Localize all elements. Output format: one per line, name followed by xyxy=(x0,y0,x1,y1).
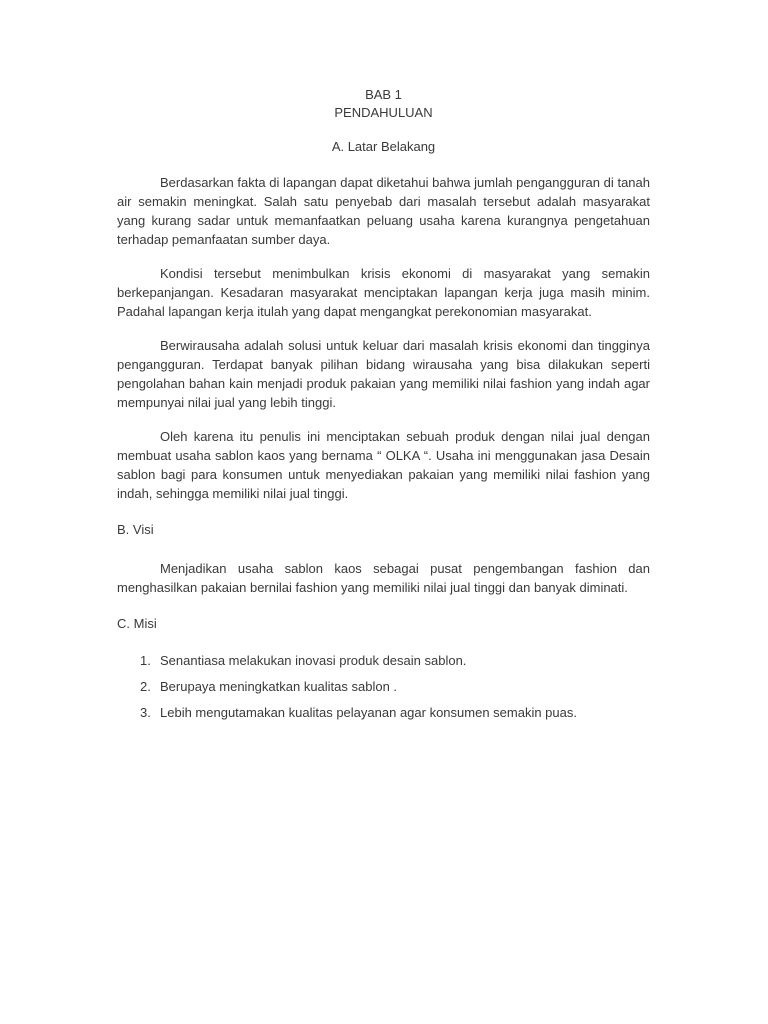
list-item xyxy=(117,652,650,670)
list-item-number: 1. xyxy=(140,653,151,668)
chapter-title: PENDAHULUAN xyxy=(334,105,433,120)
section-b-heading: B. Visi xyxy=(117,522,154,537)
section-c-heading: C. Misi xyxy=(117,616,157,631)
background-paragraph-2: Kondisi tersebut menimbulkan krisis ekonomi di masyarakat yang semakin berkepanjangan. Kesadaran masyarakat menciptakan lapangan kerja juga masih minim. Padahal lapangan kerja itulah yang dapat mengangkat perekonomian masyarakat. xyxy=(117,266,650,319)
document-content xyxy=(117,86,650,730)
list-item xyxy=(117,678,650,696)
list-item-text: Berupaya meningkatkan kualitas sablon . xyxy=(160,679,398,694)
background-paragraph-1: Berdasarkan fakta di lapangan dapat diketahui bahwa jumlah pengangguran di tanah air semakin meningkat. Salah satu penyebab dari masalah tersebut adalah masyarakat yang kurang sadar untuk memanfaatkan peluang usaha karena kurangnya pengetahuan terhadap pemanfaatan sumber daya. xyxy=(117,175,650,247)
list-item-text: Senantiasa melakukan inovasi produk desain sablon. xyxy=(160,653,467,668)
background-paragraph-3: Berwirausaha adalah solusi untuk keluar dari masalah krisis ekonomi dan tingginya pengangguran. Terdapat banyak pilihan bidang wirausaha yang bisa dilakukan seperti pengolahan bahan kain menjadi produk pakaian yang memiliki nilai fashion yang indah agar mempunyai nilai jual yang lebih tinggi. xyxy=(117,338,650,410)
list-item xyxy=(117,704,650,722)
chapter-number: BAB 1 xyxy=(365,87,402,102)
section-a-heading: A. Latar Belakang xyxy=(331,139,436,154)
list-item-number: 2. xyxy=(140,679,151,694)
background-paragraph-4: Oleh karena itu penulis ini menciptakan sebuah produk dengan nilai jual dengan membuat usaha sablon kaos yang bernama “ OLKA “. Usaha ini menggunakan jasa Desain sablon bagi para konsumen untuk menyediakan pakaian yang memiliki nilai fashion yang indah, sehingga memiliki nilai jual tinggi. xyxy=(117,429,650,501)
list-item-number: 3. xyxy=(140,705,151,720)
mission-list xyxy=(117,652,650,722)
list-item-text: Lebih mengutamakan kualitas pelayanan agar konsumen semakin puas. xyxy=(160,705,577,720)
vision-paragraph: Menjadikan usaha sablon kaos sebagai pusat pengembangan fashion dan menghasilkan pakaian bernilai fashion yang memiliki nilai jual tinggi dan banyak diminati. xyxy=(117,561,650,595)
